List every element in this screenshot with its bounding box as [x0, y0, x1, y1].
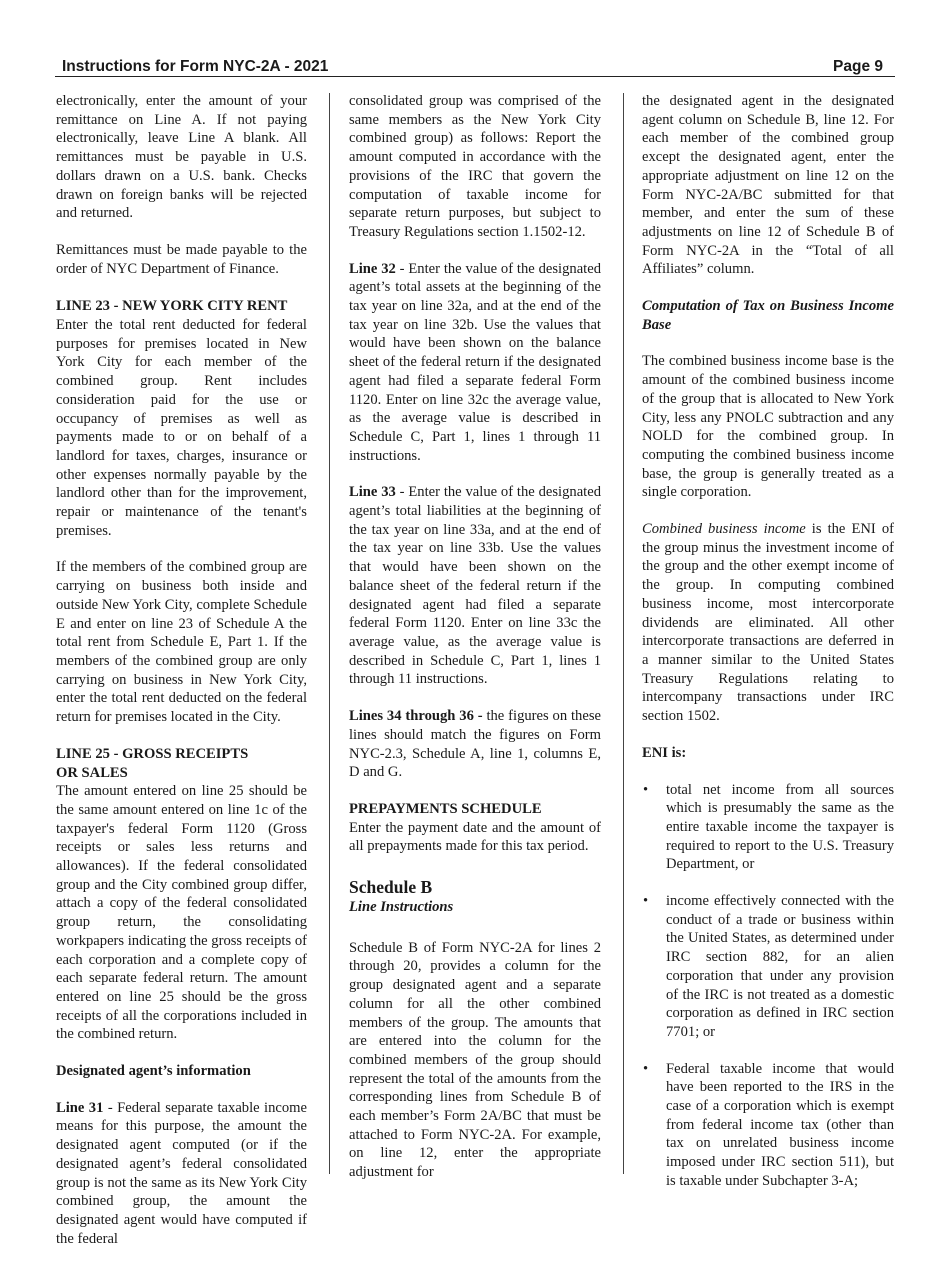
section-heading-line-25	[56, 745, 307, 782]
list-item-text: Federal taxable income that would have been reported to the IRS in the case of a corporation which is exempt from federal income tax (other than tax on unrelated business income imposed under IRC section 511), but is taxable under Subchapter 3-A;	[666, 1060, 894, 1189]
heading-line: LINE 25 - GROSS RECEIPTS	[56, 745, 249, 762]
line-32-label: Line 32	[349, 260, 396, 277]
heading-line: OR SALES	[56, 764, 128, 781]
paragraph	[349, 483, 601, 689]
list-item-text: total net income from all sources which is presumably the same as the entire taxable income the taxpayer is required to report to the U.S. Treasury Department, or	[666, 781, 894, 873]
list-item	[642, 892, 894, 1042]
column-2	[349, 92, 601, 1200]
section-heading-eni: ENI is:	[642, 744, 687, 761]
section-heading-computation: Computation of Tax on Business Income Base	[642, 298, 894, 333]
paragraph: Remittances must be made payable to the order of NYC Department of Finance.	[56, 241, 307, 277]
bullet-icon: •	[643, 1060, 649, 1077]
paragraph: Schedule B of Form NYC-2A for lines 2 through 20, provides a column for the group designated agent and a separate column for all the other combined members of the group. The amounts that are entered into the column for the combined members of the group should represent the total of the amounts from the corresponding lines from Schedule B of each member’s Form 2A/BC that must be attached to Form NYC-2A. For example, on line 12, enter the appropriate adjustment for	[349, 939, 601, 1181]
column-1	[56, 92, 307, 1266]
paragraph	[349, 260, 601, 466]
paragraph: The combined business income base is the amount of the combined business income of the group that is allocated to New York City, less any PNOLC subtraction and any NOLD for the combined group. In computing the combined business income base, the group is generally treated as a single corporation.	[642, 353, 894, 501]
page-number: Page 9	[833, 58, 883, 75]
paragraph	[56, 1099, 307, 1249]
page-header	[55, 57, 895, 77]
paragraph	[642, 520, 894, 726]
line-33-label: Line 33	[349, 484, 396, 501]
combined-business-income-definition: is the ENI of the group minus the investment income of the group and the other exempt income of the group. In computing combined business income, most intercorporate dividends are eliminated. All other intercorporate transactions are deferred in a manner similar to the United States Treasury Regulations relating to intercompany transactions under IRC section 1502.	[642, 521, 894, 725]
paragraph	[349, 707, 601, 782]
list-item-text: income effectively connected with the conduct of a trade or business within the United States, as determined under IRC section 882, for an alien corporation that under any provision of the IRC is not treated as a domestic corporation as defined in IRC section 7701; or	[666, 893, 894, 1040]
section-heading-prepayments: PREPAYMENTS SCHEDULE	[349, 800, 542, 817]
section-heading-line-23: LINE 23 - NEW YORK CITY RENT	[56, 298, 288, 315]
lines-34-36-text: the figures on these lines should match the figures on Form NYC-2.3, Schedule A, line 1, columns E, D and G.	[349, 708, 601, 781]
paragraph: Enter the payment date and the amount of all prepayments made for this tax period.	[349, 819, 601, 855]
paragraph: consolidated group was comprised of the same members as the New York City combined group) as follows: Report the amount computed in accordance with the provisions of the IRC that govern the computation of taxable income for separate return purposes, but subject to Treasury Regulations section 1.1502-12.	[349, 93, 601, 240]
schedule-b-title: Schedule B	[349, 877, 433, 898]
line-32-text: - Enter the value of the designated agent’s total assets at the beginning of the tax year on line 32a, and at the end of the tax year on line 32b. Use the values that would have been shown on the balance sheet of the federal return if the designated agent had filed a separate federal Form 1120. Enter on line 32c the average value, as the average value is described in Schedule C, Part 1, lines 1 through 11 instructions.	[349, 260, 602, 464]
line-31-label: Line 31	[56, 1099, 104, 1116]
document-title: Instructions for Form NYC-2A - 2021	[62, 58, 329, 75]
term-combined-business-income: Combined business income	[642, 521, 806, 538]
paragraph: If the members of the combined group are carrying on business both inside and outside New York City, complete Schedule E and enter on line 23 of Schedule A the total rent from Schedule E, Part 1. If the members of the combined group are only carrying on business in New York City, enter the total rent deducted on the federal return for premises located in the City.	[56, 559, 307, 726]
bullet-icon: •	[643, 781, 649, 798]
line-31-text: - Federal separate taxable income means for this purpose, the amount the designated agent computed (or if the designated agent’s federal consolidated group is not the same as its New York City combined group, the amount the designated agent would have computed if the federal	[56, 1099, 307, 1247]
list-item	[642, 781, 894, 875]
eni-list	[642, 781, 894, 1191]
column-divider	[329, 93, 330, 1174]
paragraph: electronically, enter the amount of your remittance on Line A. If not paying electronically, leave Line A blank. All remittances must be payable in U.S. dollars drawn on a U.S. bank. Checks drawn on foreign banks will be rejected and returned.	[56, 93, 307, 222]
line-33-text: - Enter the value of the designated agent’s total liabilities at the beginning of the tax year on line 33a, and at the end of the tax year on line 33b. Use the values that would have been shown on the balance sheet of the federal return if the designated agent had filed a separate federal Form 1120. Enter on line 33c the average value, as the average value is described in Schedule C, Part 1, lines 1 through 11 instructions.	[349, 484, 602, 688]
schedule-b-subtitle: Line Instructions	[349, 899, 454, 916]
bullet-icon: •	[643, 893, 649, 910]
column-divider	[623, 93, 624, 1174]
paragraph: The amount entered on line 25 should be the same amount entered on line 1c of the taxpayer's federal Form 1120 (Gross receipts or sales less returns and allowances). If the federal consolidated group and the City combined group differ, attach a copy of the federal consolidated group return, the consolidating workpapers indicating the gross receipts of each corporation and a complete copy of each separate federal return. The amount entered on line 25 should be the gross receipts of all the corporations included in the combined return.	[56, 783, 307, 1043]
paragraph: the designated agent in the designated agent column on Schedule B, line 12. For each member of the combined group except the designated agent, enter the appropriate adjustment on line 12 on the Form NYC-2A/BC submitted for that member, and enter the sum of these adjustments on line 12 of Schedule B of Form NYC-2A in the “Total of all Affiliates” column.	[642, 93, 894, 278]
list-item	[642, 1060, 894, 1191]
section-heading-designated-agent: Designated agent’s information	[56, 1063, 251, 1080]
column-3	[642, 92, 894, 1209]
lines-34-36-label: Lines 34 through 36 -	[349, 708, 483, 725]
paragraph: Enter the total rent deducted for federal purposes for premises located in New York City for each member of the combined group. Rent includes consideration paid for the use or occupancy of premises as well as payments made to or on behalf of a landlord for taxes, charges, insurance or other expenses normally payable by the landlord other than for the improvement, repair or maintenance of the tenant's premises.	[56, 317, 307, 539]
